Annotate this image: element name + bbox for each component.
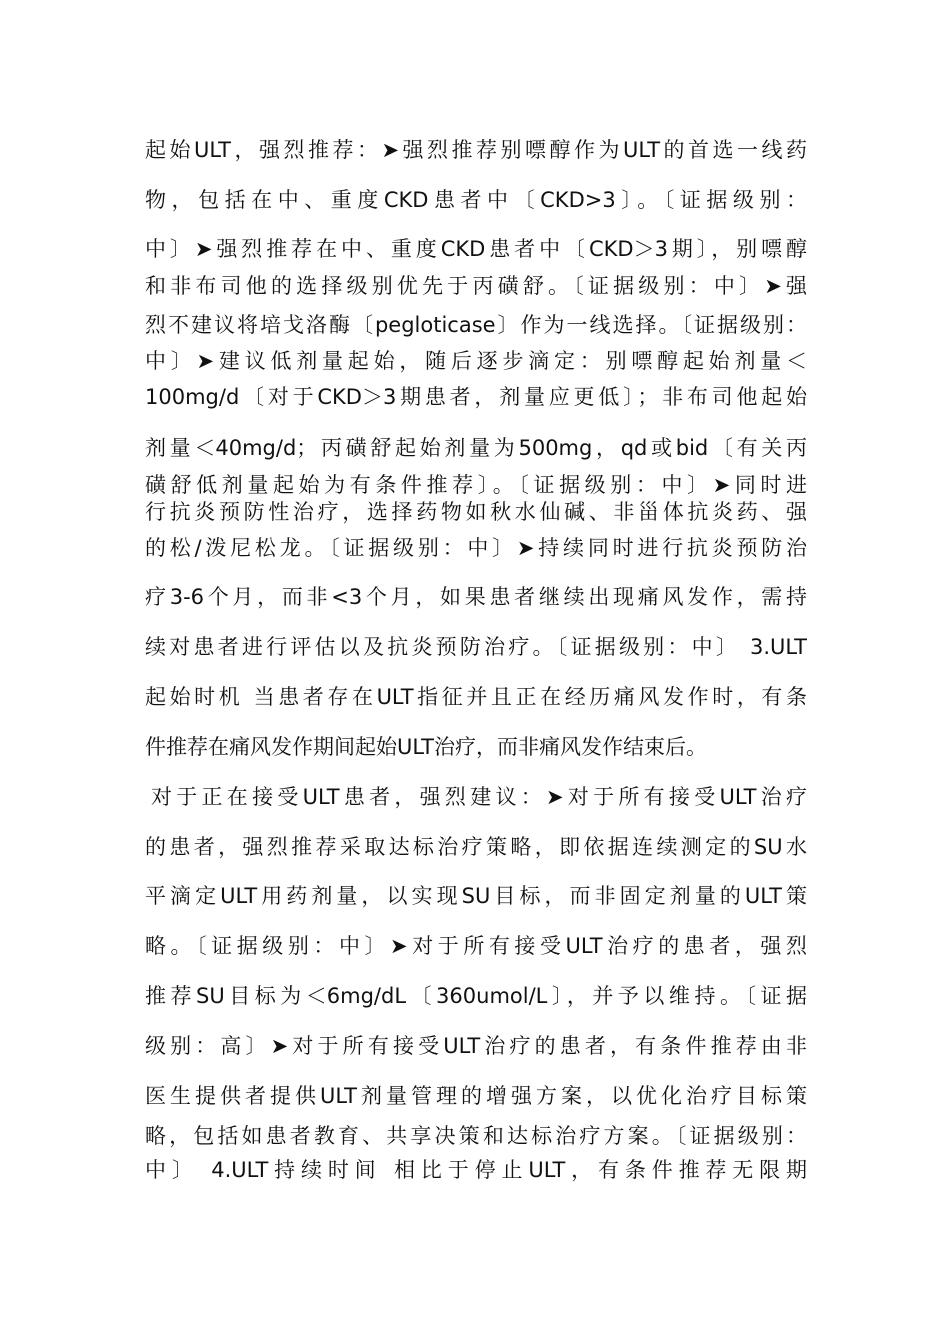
- text-line-1: 起始ULT，强烈推荐：➤强烈推荐别嘌醇作为ULT的首选一线药: [145, 138, 807, 162]
- text-line-23: 略，包括如患者教育、共享决策和达标治疗方案。〔证据级别：: [145, 1124, 807, 1148]
- text-line-9: 磺舒低剂量起始为有条件推荐〕。〔证据级别：中〕➤同时进: [145, 473, 807, 497]
- text-line-20: 推荐SU目标为＜6mg/dL〔360umol/L〕，并予以维持。〔证据: [145, 984, 807, 1008]
- text-line-10: 行抗炎预防性治疗，选择药物如秋水仙碱、非甾体抗炎药、强: [145, 500, 807, 524]
- text-line-5: 烈不建议将培戈洛酶〔pegloticase〕作为一线选择。〔证据级别：: [145, 313, 807, 337]
- text-line-2: 物，包括在中、重度CKD患者中〔CKD>3〕。〔证据级别：: [145, 188, 807, 212]
- text-line-24: 中〕 4.ULT持续时间 相比于停止ULT，有条件推荐无限期: [145, 1158, 807, 1182]
- text-line-18: 平滴定ULT用药剂量，以实现SU目标，而非固定剂量的ULT策: [145, 884, 807, 908]
- text-line-16: 对于正在接受ULT患者，强烈建议：➤对于所有接受ULT治疗: [151, 785, 807, 809]
- text-line-22: 医生提供者提供ULT剂量管理的增强方案，以优化治疗目标策: [145, 1084, 807, 1108]
- text-line-12: 疗3-6个月，而非<3个月，如果患者继续出现痛风发作，需持: [145, 585, 807, 609]
- text-line-13: 续对患者进行评估以及抗炎预防治疗。〔证据级别：中〕 3.ULT: [145, 635, 807, 659]
- text-line-19: 略。〔证据级别：中〕➤对于所有接受ULT治疗的患者，强烈: [145, 934, 807, 958]
- text-line-7: 100mg/d〔对于CKD＞3期患者，剂量应更低〕；非布司他起始: [145, 385, 807, 409]
- text-line-15: 件推荐在痛风发作期间起始ULT治疗，而非痛风发作结束后。: [145, 735, 708, 759]
- text-line-17: 的患者，强烈推荐采取达标治疗策略，即依据连续测定的SU水: [145, 835, 807, 859]
- text-line-8: 剂量＜40mg/d；丙磺舒起始剂量为500mg，qd或bid〔有关丙: [145, 436, 807, 460]
- text-line-4: 和非布司他的选择级别优先于丙磺舒。〔证据级别：中〕➤强: [145, 274, 807, 298]
- text-line-6: 中〕➤建议低剂量起始，随后逐步滴定：别嘌醇起始剂量＜: [145, 349, 807, 373]
- text-line-14: 起始时机 当患者存在ULT指征并且正在经历痛风发作时，有条: [145, 685, 807, 709]
- text-line-21: 级别：高〕➤对于所有接受ULT治疗的患者，有条件推荐由非: [145, 1034, 807, 1058]
- text-line-3: 中〕➤强烈推荐在中、重度CKD患者中〔CKD＞3期〕，别嘌醇: [145, 237, 807, 261]
- text-line-11: 的松/泼尼松龙。〔证据级别：中〕➤持续同时进行抗炎预防治: [145, 536, 807, 560]
